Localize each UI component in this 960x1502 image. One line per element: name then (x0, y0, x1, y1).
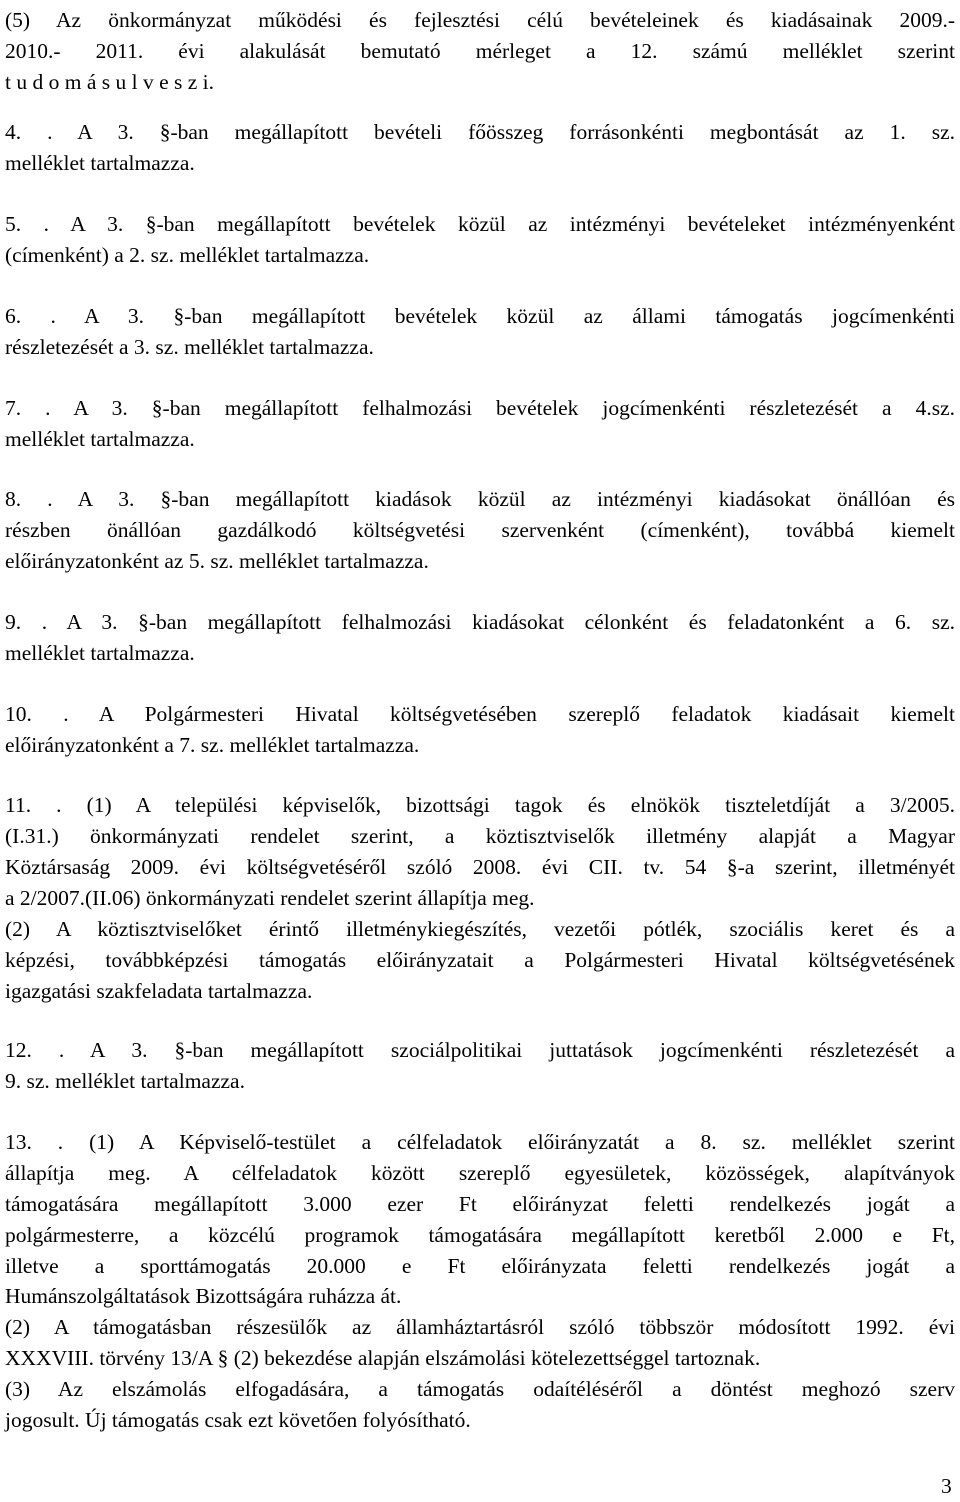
text-line: (2) A támogatásban részesülők az államháztartásról szóló többször módosított 1992. évi (5, 1315, 955, 1339)
page-number: 3 (941, 1474, 952, 1498)
text-line: 7. . A 3. §-ban megállapított felhalmozási bevételek jogcímenkénti részletezését a 4.sz. (5, 396, 955, 420)
text-line: 10. . A Polgármesteri Hivatal költségvetésében szereplő feladatok kiadásait kiemelt (5, 702, 955, 726)
text-line: 4. . A 3. §-ban megállapított bevételi főösszeg forrásonkénti megbontását az 1. sz. (5, 120, 955, 144)
text-line: képzési, továbbképzési támogatás előirányzatait a Polgármesteri Hivatal költségvetésének (5, 948, 955, 972)
text-line: melléklet tartalmazza. (5, 427, 195, 451)
text-line: előirányzatonként a 7. sz. melléklet tartalmazza. (5, 733, 420, 757)
text-line: XXXVIII. törvény 13/A § (2) bekezdése alapján elszámolási kötelezettséggel tartoznak. (5, 1346, 761, 1370)
text-line: 5. . A 3. §-ban megállapított bevételek közül az intézményi bevételeket intézményenként (5, 212, 955, 236)
text-line: támogatására megállapított 3.000 ezer Ft előirányzat feletti rendelkezés jogát a (5, 1192, 955, 1216)
text-line: állapítja meg. A célfeladatok között szereplő egyesületek, közösségek, alapítványok (5, 1161, 955, 1185)
text-line: Humánszolgáltatások Bizottságára ruházza át. (5, 1284, 402, 1308)
text-line: 12. . A 3. §-ban megállapított szociálpolitikai juttatások jogcímenkénti részletezését a (5, 1038, 955, 1062)
text-line: 13. . (1) A Képviselő-testület a célfeladatok előirányzatát a 8. sz. melléklet szerint (5, 1130, 955, 1154)
text-line: melléklet tartalmazza. (5, 641, 195, 665)
text-line: 9. . A 3. §-ban megállapított felhalmozási kiadásokat célonként és feladatonként a 6. sz. (5, 610, 955, 634)
text-line: a 2/2007.(II.06) önkormányzati rendelet szerint állapítja meg. (5, 886, 535, 910)
text-line: 11. . (1) A települési képviselők, bizottsági tagok és elnökök tiszteletdíját a 3/2005. (5, 793, 955, 817)
text-line: 9. sz. melléklet tartalmazza. (5, 1069, 245, 1093)
text-line: (5) Az önkormányzat működési és fejlesztési célú bevételeinek és kiadásainak 2009.- (5, 8, 955, 32)
text-line: részletezését a 3. sz. melléklet tartalmazza. (5, 335, 374, 359)
text-line: jogosult. Új támogatás csak ezt követően folyósítható. (5, 1408, 471, 1432)
text-line: (címenként) a 2. sz. melléklet tartalmazza. (5, 243, 370, 267)
text-line: (2) A köztisztviselőket érintő illetménykiegészítés, vezetői pótlék, szociális keret és a (5, 917, 955, 941)
text-line: 2010.- 2011. évi alakulását bemutató mérleget a 12. számú melléklet szerint (5, 39, 955, 63)
text-line: illetve a sporttámogatás 20.000 e Ft előirányzata feletti rendelkezés jogát a (5, 1254, 955, 1278)
text-line: 6. . A 3. §-ban megállapított bevételek közül az állami támogatás jogcímenkénti (5, 304, 955, 328)
text-line: részben önállóan gazdálkodó költségvetési szervenként (címenként), továbbá kiemelt (5, 518, 955, 542)
text-line: igazgatási szakfeladata tartalmazza. (5, 979, 313, 1003)
text-line: 8. . A 3. §-ban megállapított kiadások közül az intézményi kiadásokat önállóan és (5, 487, 955, 511)
text-line: t u d o m á s u l v e s z i. (5, 70, 215, 94)
text-line: (3) Az elszámolás elfogadására, a támogatás odaítéléséről a döntést meghozó szerv (5, 1377, 955, 1401)
text-line: polgármesterre, a közcélú programok támogatására megállapított keretből 2.000 e Ft, (5, 1223, 955, 1247)
text-line: előirányzatonként az 5. sz. melléklet tartalmazza. (5, 549, 429, 573)
text-line: Köztársaság 2009. évi költségvetéséről szóló 2008. évi CII. tv. 54 §-a szerint, illetményét (5, 855, 955, 879)
text-line: melléklet tartalmazza. (5, 151, 195, 175)
text-line: (I.31.) önkormányzati rendelet szerint, a köztisztviselők illetmény alapját a Magyar (5, 824, 955, 848)
